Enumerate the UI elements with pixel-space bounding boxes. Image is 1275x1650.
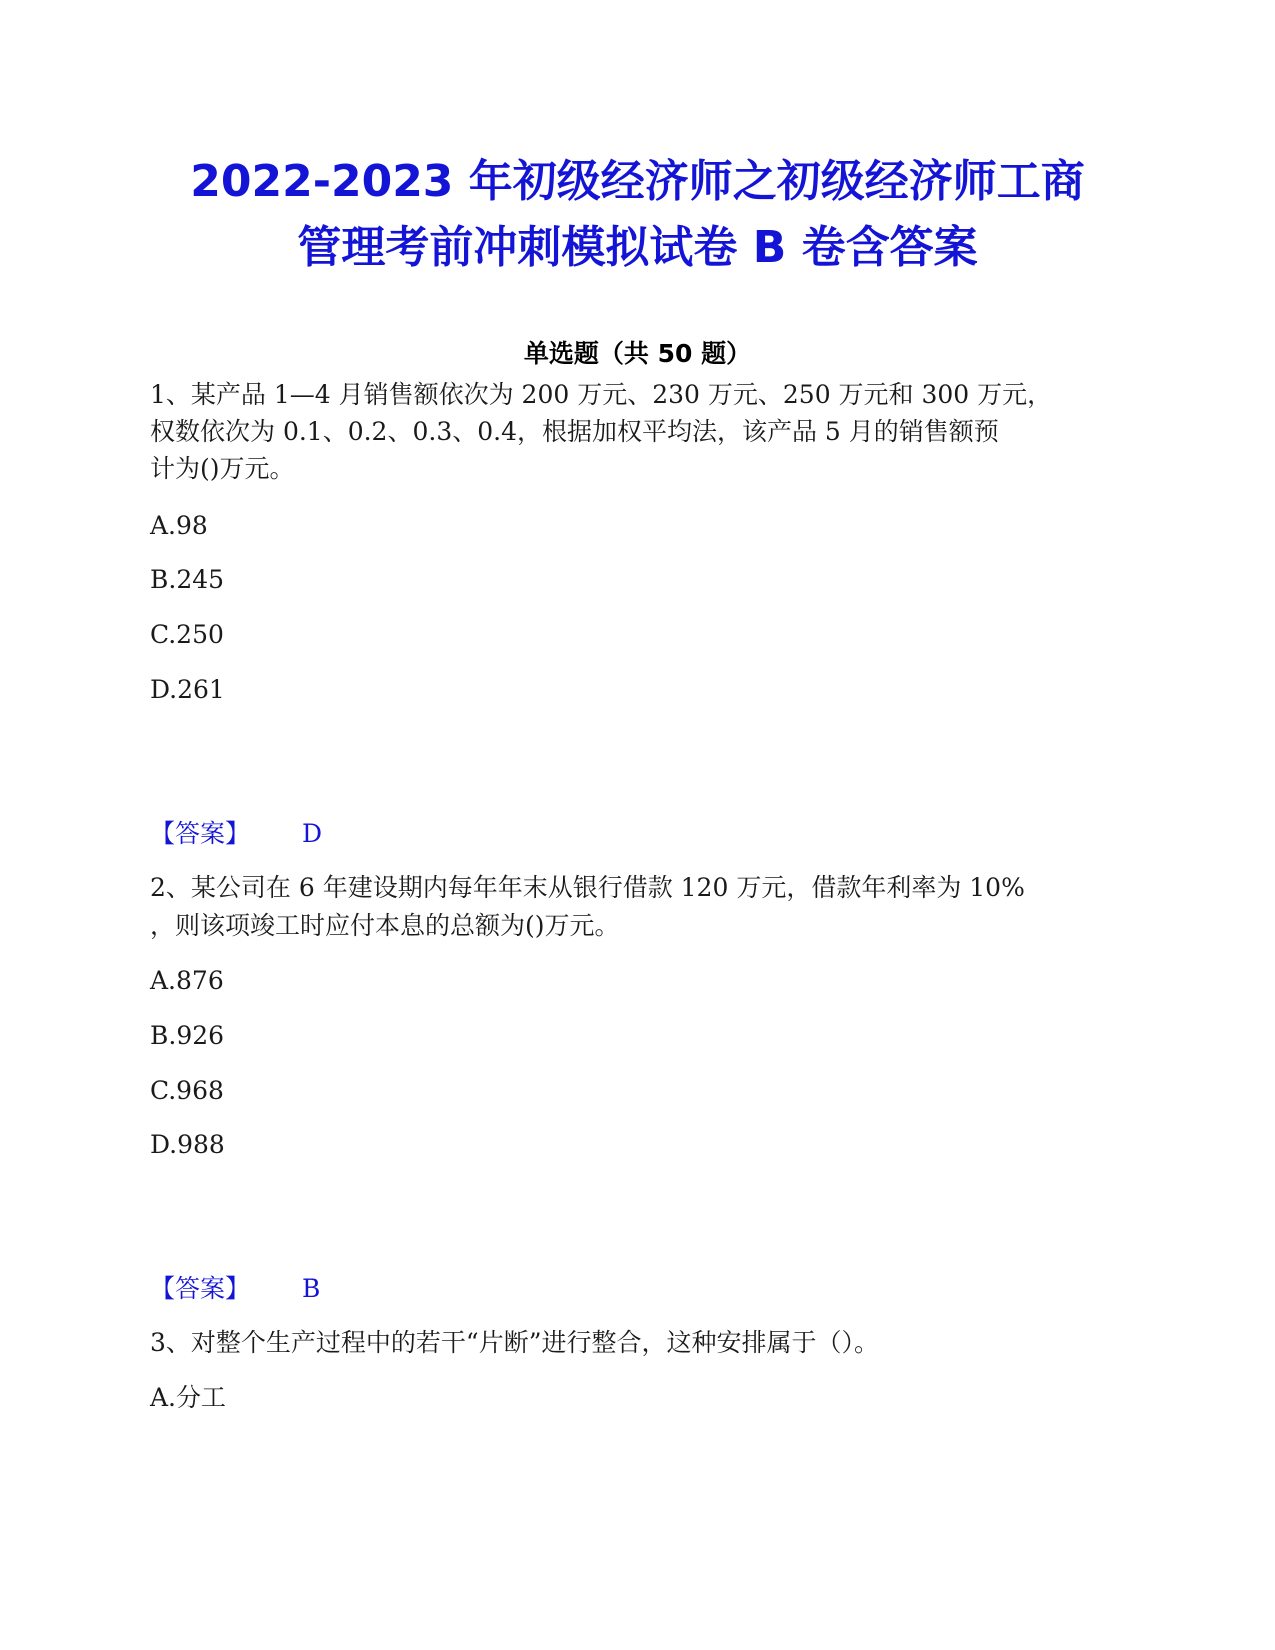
question-2-option-c: C.968: [150, 1076, 224, 1105]
question-1-stem-line-3: 计为()万元。: [150, 454, 295, 483]
answer-value: B: [302, 1274, 321, 1303]
question-1-option-d: D.261: [150, 675, 225, 704]
question-1-option-c: C.250: [150, 620, 224, 649]
document-title-line-1: 2022-2023 年初级经济师之初级经济师工商: [190, 156, 1085, 207]
document-title-line-2: 管理考前冲刺模拟试卷 B 卷含答案: [297, 222, 978, 273]
question-2-option-a: A.876: [150, 966, 224, 995]
question-1-option-a: A.98: [150, 511, 208, 540]
question-2-answer: [150, 1271, 320, 1307]
question-1-stem-line-2: 权数依次为 0.1、0.2、0.3、0.4，根据加权平均法，该产品 5 月的销售额预: [150, 417, 999, 446]
answer-value: D: [302, 819, 323, 848]
answer-label: 【答案】: [150, 819, 251, 848]
question-3-option-a: A.分工: [150, 1383, 227, 1412]
question-2-option-d: D.988: [150, 1130, 225, 1159]
question-2-stem-line-1: 2、某公司在 6 年建设期内每年年末从银行借款 120 万元，借款年利率为 10%: [150, 873, 1025, 902]
question-2-stem-line-2: ，则该项竣工时应付本息的总额为()万元。: [150, 911, 620, 940]
answer-label: 【答案】: [150, 1274, 251, 1303]
section-heading: 单选题（共 50 题）: [523, 339, 752, 368]
question-1-answer: [150, 816, 322, 852]
question-1-option-b: B.245: [150, 565, 225, 594]
question-1-stem-line-1: 1、某产品 1—4 月销售额依次为 200 万元、230 万元、250 万元和 300 万元，: [150, 380, 1053, 409]
question-2-option-b: B.926: [150, 1021, 225, 1050]
question-3-stem-line-1: 3、对整个生产过程中的若干“片断”进行整合，这种安排属于（）。: [150, 1328, 879, 1357]
